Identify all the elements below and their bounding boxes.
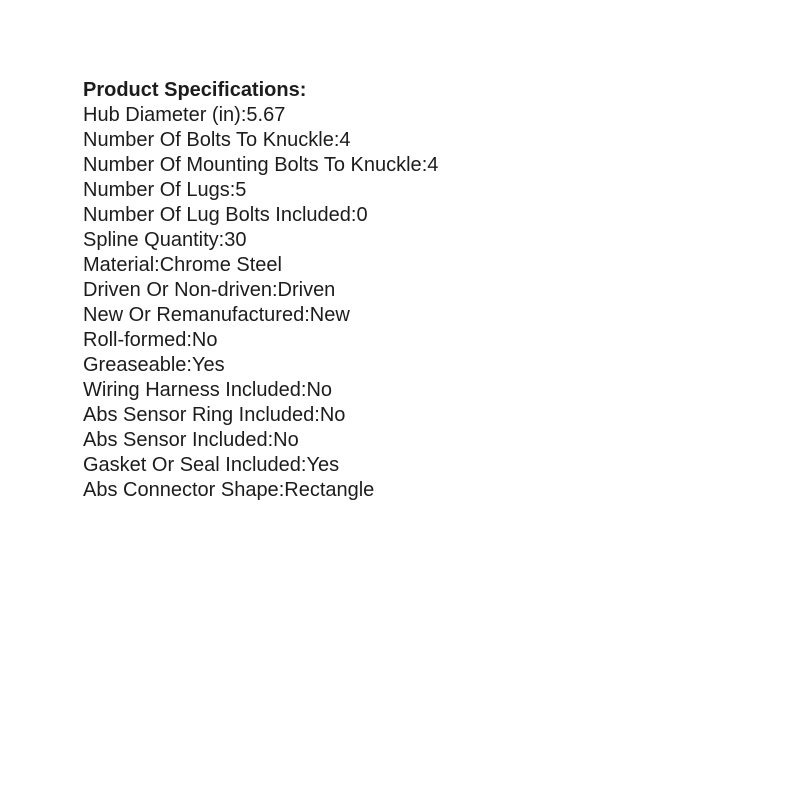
spec-value: 4 <box>339 129 351 151</box>
spec-value: Yes <box>306 454 340 476</box>
spec-separator: : <box>304 304 310 326</box>
spec-label: Abs Connector Shape <box>83 479 279 501</box>
spec-separator: : <box>218 229 225 251</box>
specifications-heading: Product Specifications: <box>83 79 307 101</box>
spec-row <box>83 278 760 303</box>
spec-value: 0 <box>356 204 368 226</box>
spec-row <box>83 203 760 228</box>
spec-value: Yes <box>191 354 225 376</box>
spec-value: 5 <box>235 179 247 201</box>
spec-label: Number Of Lug Bolts Included <box>83 204 351 226</box>
spec-value: No <box>191 329 218 351</box>
spec-value: No <box>306 379 333 401</box>
spec-row <box>83 353 760 378</box>
spec-label: New Or Remanufactured <box>83 304 305 326</box>
spec-separator: : <box>240 104 247 126</box>
spec-list <box>83 103 760 503</box>
spec-separator: : <box>300 454 307 476</box>
spec-separator: : <box>154 254 160 276</box>
spec-row <box>83 103 760 128</box>
spec-label: Material <box>83 254 155 276</box>
spec-separator: : <box>300 379 307 401</box>
spec-label: Number Of Bolts To Knuckle <box>83 129 334 151</box>
spec-value: 5.67 <box>246 104 286 126</box>
spec-label: Abs Sensor Ring Included <box>83 404 315 426</box>
spec-row <box>83 403 760 428</box>
spec-value: Rectangle <box>284 479 375 501</box>
spec-separator: : <box>314 404 320 426</box>
spec-row <box>83 228 760 253</box>
spec-label: Wiring Harness Included <box>83 379 301 401</box>
spec-label: Hub Diameter (in) <box>83 104 241 126</box>
spec-value: No <box>319 404 346 426</box>
spec-row <box>83 428 760 453</box>
spec-label: Roll-formed <box>83 329 187 351</box>
spec-label: Number Of Mounting Bolts To Knuckle <box>83 154 422 176</box>
spec-value: No <box>273 429 299 451</box>
spec-separator: : <box>229 179 236 201</box>
spec-separator: : <box>278 479 285 501</box>
spec-separator: : <box>186 354 192 376</box>
spec-row <box>83 178 760 203</box>
spec-separator: : <box>333 129 340 151</box>
spec-row <box>83 328 760 353</box>
spec-value: 30 <box>224 229 247 251</box>
spec-row <box>83 253 760 278</box>
spec-label: Number Of Lugs <box>83 179 230 201</box>
spec-row <box>83 128 760 153</box>
spec-label: Spline Quantity <box>83 229 219 251</box>
spec-value: New <box>309 304 350 326</box>
spec-separator: : <box>186 329 192 351</box>
spec-label: Greaseable <box>83 354 187 376</box>
spec-separator: : <box>421 154 428 176</box>
spec-row <box>83 453 760 478</box>
spec-row <box>83 303 760 328</box>
spec-row <box>83 153 760 178</box>
spec-separator: : <box>271 279 278 301</box>
spec-label: Abs Sensor Included <box>83 429 268 451</box>
spec-value: 4 <box>427 154 439 176</box>
spec-value: Driven <box>277 279 336 301</box>
spec-separator: : <box>350 204 357 226</box>
spec-value: Chrome Steel <box>159 254 282 276</box>
spec-label: Driven Or Non-driven <box>83 279 272 301</box>
spec-label: Gasket Or Seal Included <box>83 454 301 476</box>
spec-row <box>83 478 760 503</box>
spec-row <box>83 378 760 403</box>
spec-separator: : <box>267 429 274 451</box>
